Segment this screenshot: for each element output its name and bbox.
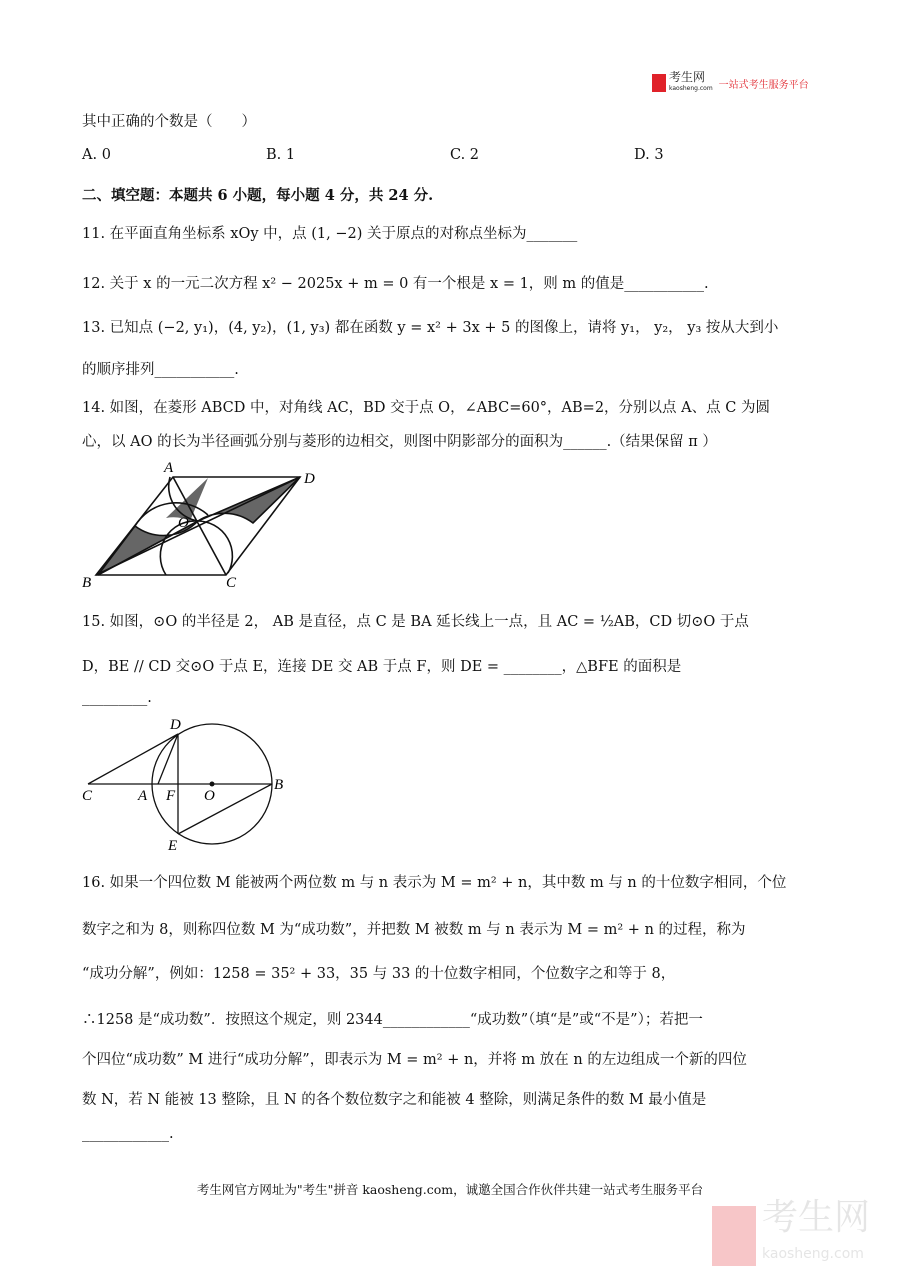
label-c: C xyxy=(82,788,93,804)
logo-name: 考生网 xyxy=(669,70,706,84)
question-12: 12. 关于 x 的一元二次方程 x² − 2025x + m = 0 有一个根是 x = 1，则 m 的值是___________. xyxy=(82,276,709,292)
circle-figure xyxy=(78,712,298,857)
label-f: F xyxy=(166,788,176,804)
label-b: B xyxy=(274,777,284,793)
question-16-line: 数 N，若 N 能被 13 整除，且 N 的各个数位数字之和能被 4 整除，则满足条件的数 M 最小值是 xyxy=(82,1092,707,1108)
footer-text: 考生网官方网址为"考生"拼音 kaosheng.com，诚邀全国合作伙伴共建一站式考生服务平台 xyxy=(196,1182,704,1197)
label-e: E xyxy=(168,838,178,854)
watermark-domain: kaosheng.com xyxy=(762,1246,864,1262)
question-15-line: 15. 如图，⊙O 的半径是 2， AB 是直径，点 C 是 BA 延长线上一点，且 AC = ½AB，CD 切⊙O 于点 xyxy=(82,614,749,630)
question-15-line: D，BE // CD 交⊙O 于点 E，连接 DE 交 AB 于点 F，则 DE = ________，△BFE 的面积是 xyxy=(82,659,682,675)
logo-slogan: 一站式考生服务平台 xyxy=(718,79,809,91)
label-a: A xyxy=(138,788,148,804)
question-16-line: ∴1258 是“成功数”．按照这个规定，则 2344____________“成功数”（填“是”或“不是”）；若把一 xyxy=(82,1012,703,1028)
logo-icon xyxy=(652,74,666,92)
question-14-line: 心，以 AO 的长为半径画弧分别与菱形的边相交，则图中阴影部分的面积为______.（结果保留 π ） xyxy=(82,434,717,450)
option-d: D. 3 xyxy=(634,147,664,163)
header-logo xyxy=(652,72,809,94)
option-a: A. 0 xyxy=(82,147,111,163)
question-16-line: “成功分解”，例如：1258 = 35² + 33，35 与 33 的十位数字相同，个位数字之和等于 8， xyxy=(82,966,676,982)
label-o: O xyxy=(178,515,189,531)
logo-domain: kaosheng.com xyxy=(669,85,713,92)
question-13-line: 的顺序排列___________. xyxy=(82,362,239,378)
question-14-line: 14. 如图，在菱形 ABCD 中，对角线 AC，BD 交于点 O，∠ABC=60°，AB=2，分别以点 A、点 C 为圆 xyxy=(82,400,770,416)
question-16-line: 数字之和为 8，则称四位数 M 为“成功数”，并把数 M 被数 m 与 n 表示为 M = m² + n 的过程，称为 xyxy=(82,922,746,938)
label-b: B xyxy=(82,575,92,591)
section-heading: 二、填空题：本题共 6 小题，每小题 4 分，共 24 分. xyxy=(82,187,434,204)
question-16-line: 个四位“成功数” M 进行“成功分解”，即表示为 M = m² + n，并将 m 放在 n 的左边组成一个新的四位 xyxy=(82,1052,747,1068)
label-c: C xyxy=(226,575,237,591)
rhombus-figure xyxy=(78,455,328,595)
question-16-line: 16. 如果一个四位数 M 能被两个两位数 m 与 n 表示为 M = m² + n，其中数 m 与 n 的十位数字相同，个位 xyxy=(82,875,787,891)
question-16-line: ____________. xyxy=(82,1126,174,1142)
watermark-name: 考生网 xyxy=(762,1197,871,1238)
watermark-icon xyxy=(712,1206,756,1266)
label-d: D xyxy=(170,717,181,733)
question-10-tail: 其中正确的个数是（ ） xyxy=(82,114,256,130)
option-b: B. 1 xyxy=(266,147,296,163)
question-13-line: 13. 已知点 (−2, y₁)，(4, y₂)，(1, y₃) 都在函数 y = x² + 3x + 5 的图像上，请将 y₁， y₂， y₃ 按从大到小 xyxy=(82,320,779,336)
label-d: D xyxy=(304,471,315,487)
watermark-logo xyxy=(712,1197,871,1272)
label-o: O xyxy=(204,788,215,804)
question-11: 11. 在平面直角坐标系 xOy 中，点 (1, −2) 关于原点的对称点坐标为_______ xyxy=(82,226,578,242)
question-15-line: _________. xyxy=(82,690,152,706)
label-a: A xyxy=(164,460,174,476)
option-c: C. 2 xyxy=(450,147,480,163)
